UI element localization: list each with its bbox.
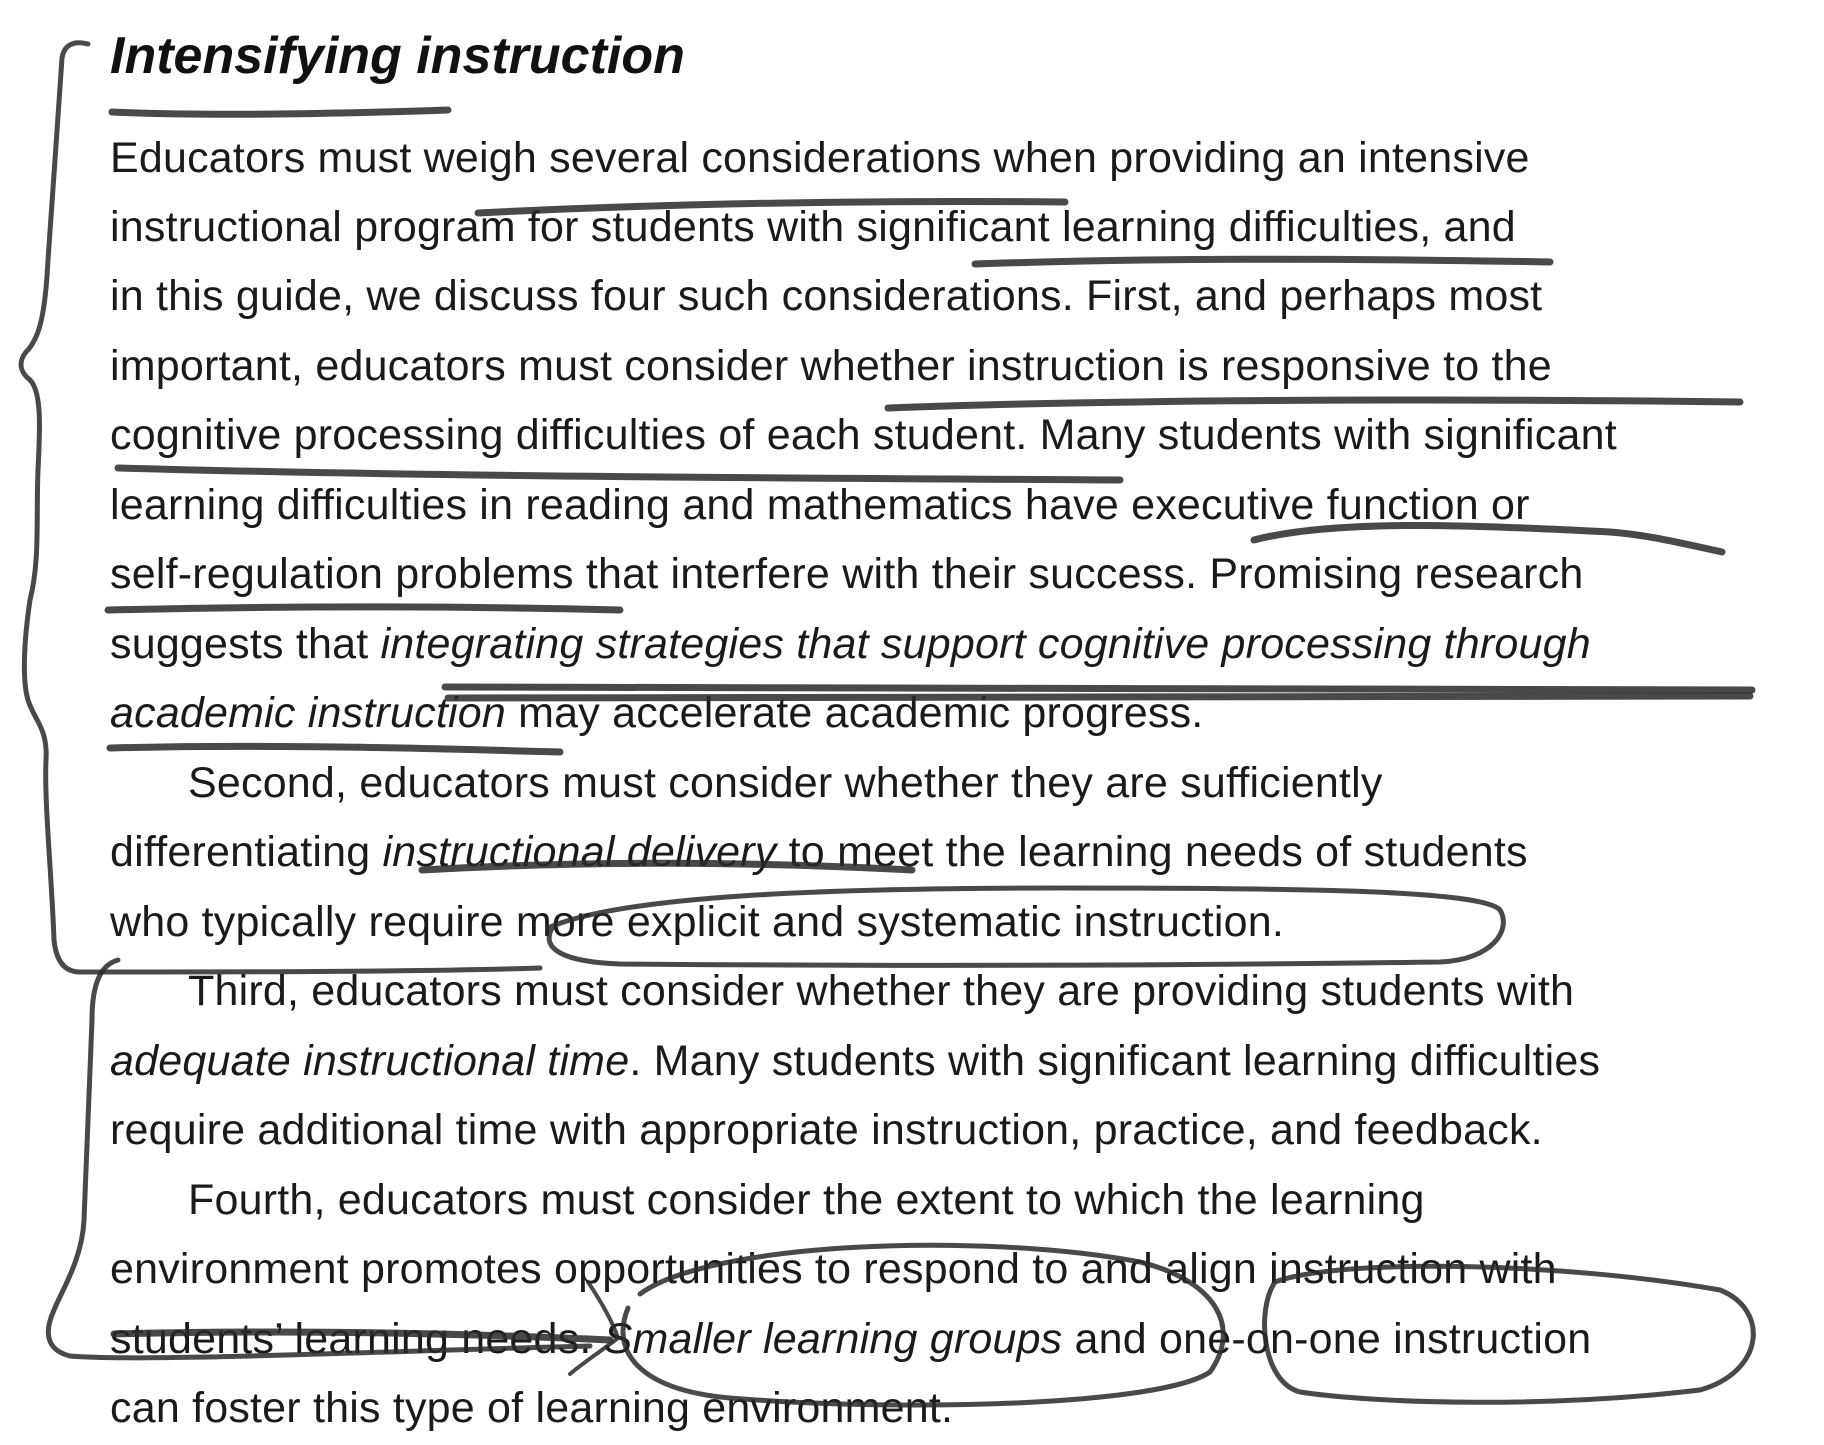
- line-8-plain: suggests that: [110, 620, 381, 668]
- paragraph-2-line-3: who typically require more explicit and systematic instruction.: [110, 898, 1285, 946]
- p4-line-3-plain: students’ learning needs.: [110, 1315, 604, 1363]
- paragraph-line-9: [110, 687, 1203, 739]
- paragraph-line-8: [110, 618, 1591, 670]
- underline-whether-responsive: [888, 400, 1740, 408]
- paragraph-line-1: Educators must weigh several considerations when providing an intensive: [110, 134, 1530, 182]
- p2-line-2-italic: instructional delivery: [382, 828, 777, 876]
- section-title: Intensifying instruction: [110, 27, 685, 85]
- p4-line-3-tail: and one-on-one instruction: [1062, 1315, 1592, 1363]
- paragraph-2-line-2: [110, 826, 1528, 878]
- p2-line-2-plain: differentiating: [110, 828, 383, 876]
- underline-significant-difficulties: [975, 259, 1550, 264]
- paragraph-4-line-2: environment promotes opportunities to respond to and align instruction with: [110, 1245, 1557, 1293]
- paragraph-2-line-1: Second, educators must consider whether they are sufficiently: [188, 759, 1383, 807]
- paragraph-4-line-3: [110, 1313, 1591, 1365]
- p3-line-2-italic: adequate instructional time: [110, 1037, 630, 1085]
- underline-self-regulation: [108, 607, 620, 610]
- paragraph-3-line-3: require additional time with appropriate instruction, practice, and feedback.: [110, 1106, 1543, 1154]
- line-8-italic: integrating strategies that support cognitive processing through: [380, 620, 1591, 668]
- underline-academic-instruction: [110, 746, 560, 752]
- paragraph-3-line-1: Third, educators must consider whether they are providing students with: [188, 967, 1575, 1015]
- paragraph-line-7: self-regulation problems that interfere with their success. Promising research: [110, 550, 1584, 598]
- p3-line-2-tail: . Many students with significant learning difficulties: [629, 1037, 1601, 1085]
- paragraph-line-3: in this guide, we discuss four such considerations. First, and perhaps most: [110, 272, 1543, 320]
- paragraph-line-5: cognitive processing difficulties of each student. Many students with significant: [110, 411, 1617, 459]
- paragraph-4-line-1: Fourth, educators must consider the extent to which the learning: [188, 1176, 1425, 1224]
- p4-line-3-italic: Smaller learning groups: [603, 1315, 1063, 1363]
- lower-bracket-mark: [48, 960, 590, 1358]
- paragraph-line-4: important, educators must consider whether instruction is responsive to the: [110, 342, 1552, 390]
- paragraph-line-2: instructional program for students with significant learning difficulties, and: [110, 203, 1516, 251]
- line-9-tail: may accelerate academic progress.: [505, 689, 1204, 737]
- p2-line-2-tail: to meet the learning needs of students: [776, 828, 1528, 876]
- title-underline-mark: [112, 110, 448, 114]
- line-9-italic: academic instruction: [110, 689, 506, 737]
- paragraph-4-line-4: can foster this type of learning environment.: [110, 1384, 954, 1432]
- paragraph-3-line-2: [110, 1035, 1600, 1087]
- paragraph-line-6: learning difficulties in reading and mathematics have executive function or: [110, 481, 1530, 529]
